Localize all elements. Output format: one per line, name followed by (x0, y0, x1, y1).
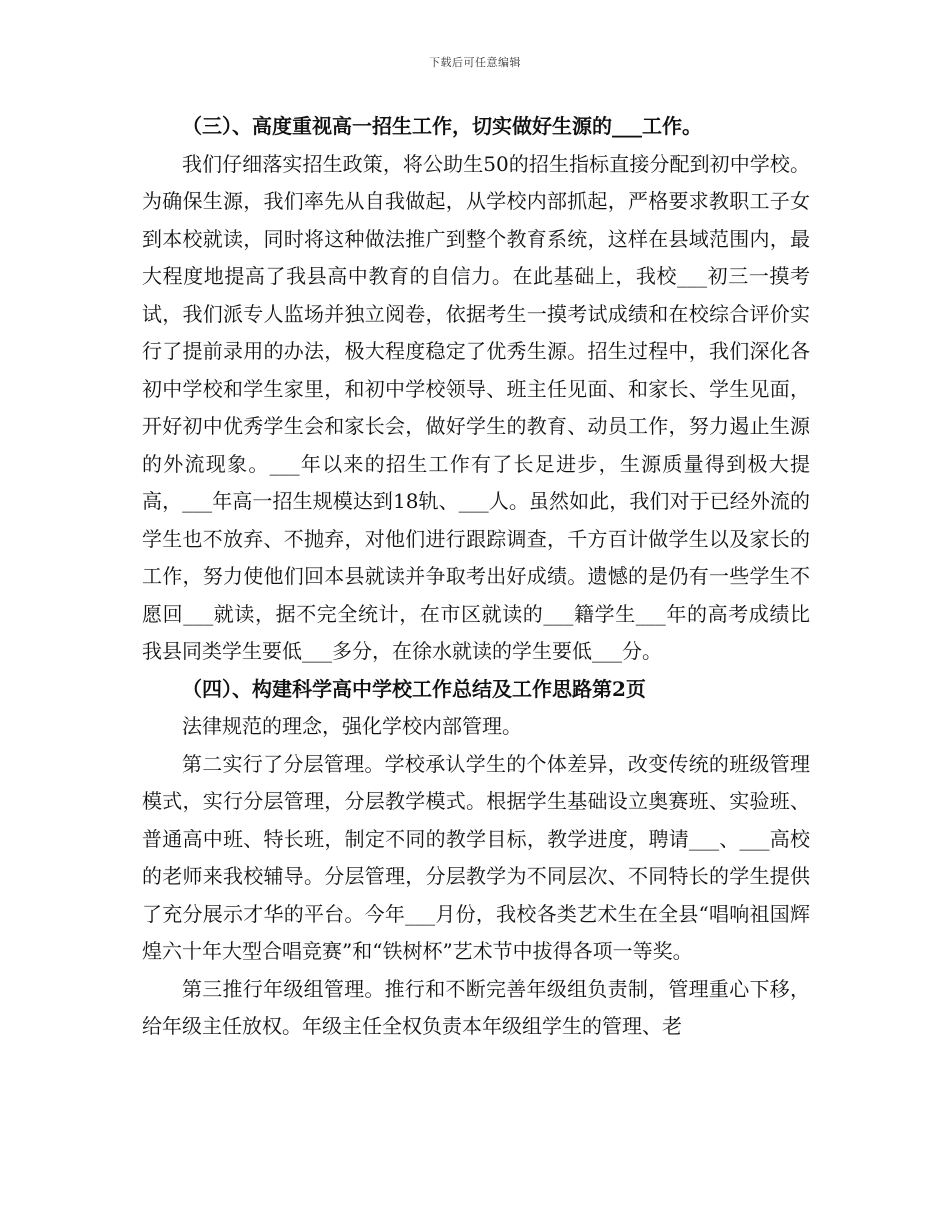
paragraph-grade-group-management: 第三推行年级组管理。推行和不断完善年级组负责制，管理重心下移，给年级主任放权。年级主任全权负责本年级组学生的管理、老 (142, 976, 810, 1038)
section-heading-3: （三）、高度重视高一招生工作，切实做好生源的___工作。 (182, 114, 702, 138)
paragraph-legal-norms: 法律规范的理念，强化学校内部管理。 (182, 714, 522, 738)
paragraph-enrollment: 我们仔细落实招生政策，将公助生50的招生指标直接分配到初中学校。为确保生源，我们率先从自我做起，从学校内部抓起，严格要求教职工子女到本校就读，同时将这种做法推广到整个教育系统，这样在县域范围内，最大程度地提高了我县高中教育的自信力。在此基础上，我校___初三一摸考试，我们派专人监场并独立阅卷，依据考生一摸考试成绩和在校综合评价实行了提前录用的办法，极大程度稳定了优秀生源。招生过程中，我们深化各初中学校和学生家里，和初中学校领导、班主任见面、和家长、学生见面，开好初中优秀学生会和家长会，做好学生的教育、动员工作，努力遏止生源的外流现象。___年以来的招生工作有了长足进步，生源质量得到极大提高，___年高一招生规模达到18轨、___人。虽然如此，我们对于已经外流的学生也不放弃、不抛弃，对他们进行跟踪调查，千方百计做学生以及家长的工作，努力使他们回本县就读并争取考出好成绩。遗憾的是仍有一些学生不愿回___就读，据不完全统计，在市区就读的___籍学生___年的高考成绩比我县同类学生要低___多分，在徐水就读的学生要低___分。 (142, 151, 810, 663)
paragraph-tiered-management: 第二实行了分层管理。学校承认学生的个体差异，改变传统的班级管理模式，实行分层管理，分层教学模式。根据学生基础设立奥赛班、实验班、普通高中班、特长班，制定不同的教学目标，教学进度，聘请___、___高校的老师来我校辅导。分层管理，分层教学为不同层次、不同特长的学生提供了充分展示才华的平台。今年___月份，我校各类艺术生在全县“唱响祖国辉煌六十年大型合唱竞赛”和“铁树杯”艺术节中拔得各项一等奖。 (142, 751, 810, 963)
header-note: 下载后可任意编辑 (429, 56, 521, 69)
document-body (142, 108, 810, 1046)
section-heading-4: （四）、构建科学高中学校工作总结及工作思路第2页 (182, 676, 646, 701)
